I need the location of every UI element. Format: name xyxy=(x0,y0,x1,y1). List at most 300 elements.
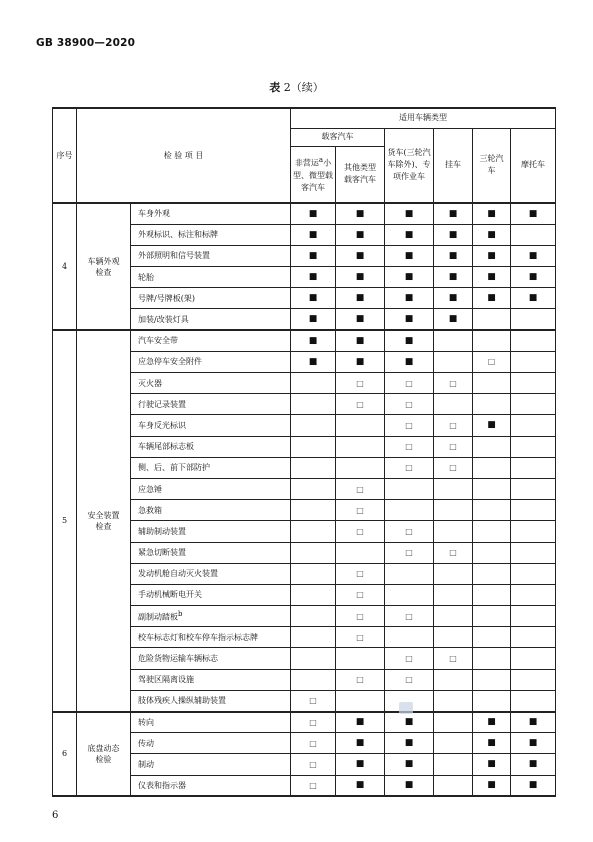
open-square-icon: □ xyxy=(405,654,413,664)
table-title xyxy=(0,79,593,95)
applicability-cell xyxy=(336,457,385,478)
applicability-cell xyxy=(434,669,473,690)
inspection-item xyxy=(131,436,291,457)
applicability-cell xyxy=(385,330,434,351)
applicability-cell xyxy=(434,267,473,288)
open-square-icon: □ xyxy=(309,780,317,790)
open-square-icon: □ xyxy=(449,420,457,430)
inspection-item xyxy=(131,669,291,690)
applicability-cell xyxy=(434,415,473,436)
col-header-trailer: 挂车 xyxy=(434,128,473,203)
inspection-item-label: 传动 xyxy=(138,738,154,748)
applicability-cell xyxy=(434,627,473,648)
applicability-cell xyxy=(336,606,385,627)
open-square-icon: □ xyxy=(356,399,364,409)
inspection-item xyxy=(131,373,291,394)
applicability-cell xyxy=(434,478,473,499)
filled-square-icon: ■ xyxy=(355,717,365,728)
applicability-cell xyxy=(473,373,511,394)
inspection-item xyxy=(131,224,291,245)
applicability-cell xyxy=(291,478,336,499)
open-square-icon: □ xyxy=(405,611,413,621)
filled-square-icon: ■ xyxy=(308,293,318,304)
applicability-cell xyxy=(473,394,511,415)
page-number: 6 xyxy=(52,810,59,821)
applicability-cell xyxy=(336,690,385,711)
applicability-cell xyxy=(336,627,385,648)
applicability-cell xyxy=(291,373,336,394)
applicability-cell xyxy=(473,224,511,245)
open-square-icon: □ xyxy=(405,378,413,388)
table-row xyxy=(53,330,556,351)
applicability-cell xyxy=(385,288,434,309)
applicability-cell xyxy=(336,415,385,436)
inspection-item xyxy=(131,712,291,733)
applicability-cell xyxy=(336,733,385,754)
inspection-item-label: 转向 xyxy=(138,717,154,727)
applicability-cell xyxy=(511,267,556,288)
filled-square-icon: ■ xyxy=(487,759,496,770)
filled-square-icon: ■ xyxy=(404,272,414,283)
applicability-cell xyxy=(473,478,511,499)
inspection-item xyxy=(131,351,291,372)
filled-square-icon: ■ xyxy=(528,250,538,261)
applicability-cell xyxy=(291,733,336,754)
standard-number: GB 38900—2020 xyxy=(36,37,136,49)
applicability-cell xyxy=(291,712,336,733)
applicability-cell xyxy=(385,563,434,584)
applicability-cell xyxy=(434,563,473,584)
filled-square-icon: ■ xyxy=(487,420,496,431)
applicability-cell xyxy=(434,203,473,224)
inspection-item-label: 车身外观 xyxy=(138,209,170,219)
applicability-cell xyxy=(511,500,556,521)
applicability-cell xyxy=(511,754,556,775)
applicability-cell xyxy=(385,351,434,372)
open-square-icon: □ xyxy=(356,675,364,685)
applicability-cell xyxy=(336,436,385,457)
applicability-cell xyxy=(291,500,336,521)
applicability-cell xyxy=(336,669,385,690)
inspection-item xyxy=(131,478,291,499)
filled-square-icon: ■ xyxy=(404,335,414,346)
applicability-cell xyxy=(385,436,434,457)
applicability-cell xyxy=(473,606,511,627)
applicability-cell xyxy=(291,309,336,330)
open-square-icon: □ xyxy=(356,526,364,536)
filled-square-icon: ■ xyxy=(308,314,318,325)
applicability-cell xyxy=(336,712,385,733)
filled-square-icon: ■ xyxy=(355,229,365,240)
applicability-cell xyxy=(336,563,385,584)
filled-square-icon: ■ xyxy=(487,272,496,283)
applicability-cell xyxy=(434,373,473,394)
open-square-icon: □ xyxy=(309,696,317,706)
applicability-cell xyxy=(511,436,556,457)
inspection-item-label: 加装/改装灯具 xyxy=(138,314,189,324)
applicability-cell xyxy=(291,542,336,563)
applicability-cell xyxy=(336,584,385,605)
applicability-cell xyxy=(336,203,385,224)
open-square-icon: □ xyxy=(405,675,413,685)
applicability-cell xyxy=(385,584,434,605)
applicability-cell xyxy=(434,245,473,266)
open-square-icon: □ xyxy=(356,611,364,621)
filled-square-icon: ■ xyxy=(448,208,458,219)
applicability-cell xyxy=(434,775,473,796)
filled-square-icon: ■ xyxy=(487,250,496,261)
applicability-cell xyxy=(385,267,434,288)
filled-square-icon: ■ xyxy=(528,293,538,304)
applicability-cell xyxy=(291,584,336,605)
filled-square-icon: ■ xyxy=(528,780,538,791)
inspection-item xyxy=(131,330,291,351)
applicability-cell xyxy=(336,288,385,309)
open-square-icon: □ xyxy=(405,399,413,409)
filled-square-icon: ■ xyxy=(355,356,365,367)
applicability-cell xyxy=(511,203,556,224)
applicability-cell xyxy=(434,288,473,309)
inspection-item xyxy=(131,521,291,542)
applicability-cell xyxy=(511,457,556,478)
open-square-icon: □ xyxy=(449,442,457,452)
applicability-cell xyxy=(434,542,473,563)
applicability-cell xyxy=(434,394,473,415)
inspection-item xyxy=(131,648,291,669)
filled-square-icon: ■ xyxy=(528,759,538,770)
inspection-item-label: 急救箱 xyxy=(138,505,162,515)
applicability-cell xyxy=(511,309,556,330)
applicability-cell xyxy=(291,754,336,775)
filled-square-icon: ■ xyxy=(404,314,414,325)
filled-square-icon: ■ xyxy=(404,780,414,791)
inspection-item xyxy=(131,267,291,288)
inspection-item xyxy=(131,288,291,309)
applicability-cell xyxy=(473,245,511,266)
filled-square-icon: ■ xyxy=(448,293,458,304)
applicability-cell xyxy=(511,288,556,309)
applicability-cell xyxy=(291,521,336,542)
applicability-cell xyxy=(434,224,473,245)
inspection-item xyxy=(131,457,291,478)
applicability-cell xyxy=(511,733,556,754)
inspection-item-label: 驾驶区隔离设施 xyxy=(138,675,194,685)
filled-square-icon: ■ xyxy=(448,272,458,283)
filled-square-icon: ■ xyxy=(404,229,414,240)
applicability-cell xyxy=(291,267,336,288)
open-square-icon: □ xyxy=(356,632,364,642)
inspection-table xyxy=(52,107,556,797)
applicability-cell xyxy=(473,415,511,436)
filled-square-icon: ■ xyxy=(487,208,496,219)
inspection-item xyxy=(131,627,291,648)
group-number: 5 xyxy=(53,330,77,711)
inspection-item xyxy=(131,584,291,605)
filled-square-icon: ■ xyxy=(308,229,318,240)
applicability-cell xyxy=(291,245,336,266)
applicability-cell xyxy=(291,457,336,478)
applicability-cell xyxy=(473,754,511,775)
inspection-item-label: 外部照明和信号装置 xyxy=(138,251,210,261)
applicability-cell xyxy=(473,627,511,648)
applicability-cell xyxy=(336,754,385,775)
applicability-cell xyxy=(385,754,434,775)
applicability-cell xyxy=(434,733,473,754)
applicability-cell xyxy=(473,457,511,478)
applicability-cell xyxy=(385,203,434,224)
inspection-item xyxy=(131,542,291,563)
applicability-cell xyxy=(291,563,336,584)
applicability-cell xyxy=(434,754,473,775)
applicability-cell xyxy=(336,521,385,542)
applicability-cell xyxy=(291,606,336,627)
filled-square-icon: ■ xyxy=(528,208,538,219)
inspection-item-label: 紧急切断装置 xyxy=(138,548,186,558)
applicability-cell xyxy=(385,775,434,796)
open-square-icon: □ xyxy=(405,442,413,452)
applicability-cell xyxy=(511,669,556,690)
applicability-cell xyxy=(291,394,336,415)
applicability-cell xyxy=(473,288,511,309)
open-square-icon: □ xyxy=(405,420,413,430)
inspection-item xyxy=(131,203,291,224)
filled-square-icon: ■ xyxy=(308,272,318,283)
filled-square-icon: ■ xyxy=(308,208,318,219)
applicability-cell xyxy=(385,415,434,436)
applicability-cell xyxy=(336,351,385,372)
applicability-cell xyxy=(385,478,434,499)
filled-square-icon: ■ xyxy=(355,335,365,346)
applicability-cell xyxy=(336,224,385,245)
applicability-cell xyxy=(385,500,434,521)
filled-square-icon: ■ xyxy=(355,250,365,261)
applicability-cell xyxy=(336,373,385,394)
col-header-small-passenger: 非营运$^a$小型、微型载客汽车 xyxy=(291,146,336,203)
table-row xyxy=(53,712,556,733)
inspection-item xyxy=(131,309,291,330)
applicability-cell xyxy=(385,224,434,245)
applicability-cell xyxy=(336,267,385,288)
inspection-item-label: 车辆尾部标志板 xyxy=(138,442,194,452)
open-square-icon: □ xyxy=(356,569,364,579)
applicability-cell xyxy=(291,648,336,669)
applicability-cell xyxy=(473,330,511,351)
applicability-cell xyxy=(511,330,556,351)
open-square-icon: □ xyxy=(309,759,317,769)
open-square-icon: □ xyxy=(309,738,317,748)
applicability-cell xyxy=(473,309,511,330)
inspection-item-label: 车身反光标识 xyxy=(138,420,186,430)
inspection-item xyxy=(131,690,291,711)
applicability-cell xyxy=(473,584,511,605)
applicability-cell xyxy=(434,712,473,733)
inspection-item xyxy=(131,415,291,436)
table-row xyxy=(53,203,556,224)
table-title-prefix: 表 xyxy=(269,81,281,94)
filled-square-icon: ■ xyxy=(355,208,365,219)
open-square-icon: □ xyxy=(449,378,457,388)
applicability-cell xyxy=(434,436,473,457)
applicability-cell xyxy=(385,394,434,415)
inspection-item-label: 外观标识、标注和标牌 xyxy=(138,230,218,240)
inspection-item-label: 应急停车安全附件 xyxy=(138,357,202,367)
applicability-cell xyxy=(291,224,336,245)
applicability-cell xyxy=(385,245,434,266)
applicability-cell xyxy=(434,690,473,711)
applicability-cell xyxy=(511,415,556,436)
col-header-tricycle: 三轮汽车 xyxy=(473,128,511,203)
applicability-cell xyxy=(511,584,556,605)
applicability-cell xyxy=(291,351,336,372)
filled-square-icon: ■ xyxy=(404,717,414,728)
col-header-truck: 货车(三轮汽车除外)、专项作业车 xyxy=(385,128,434,203)
applicability-cell xyxy=(473,669,511,690)
filled-square-icon: ■ xyxy=(404,356,414,367)
inspection-item xyxy=(131,500,291,521)
applicability-cell xyxy=(336,648,385,669)
applicability-cell xyxy=(511,245,556,266)
filled-square-icon: ■ xyxy=(355,314,365,325)
filled-square-icon: ■ xyxy=(355,293,365,304)
applicability-cell xyxy=(291,436,336,457)
inspection-item-label: 辅助制动装置 xyxy=(138,526,186,536)
open-square-icon: □ xyxy=(356,484,364,494)
inspection-item xyxy=(131,563,291,584)
inspection-item-label: 制动 xyxy=(138,759,154,769)
applicability-cell xyxy=(336,500,385,521)
filled-square-icon: ■ xyxy=(355,272,365,283)
inspection-item-label: 危险货物运输车辆标志 xyxy=(138,654,218,664)
applicability-cell xyxy=(385,373,434,394)
applicability-cell xyxy=(473,521,511,542)
applicability-cell xyxy=(473,648,511,669)
inspection-item-label: 发动机舱自动灭火装置 xyxy=(138,569,218,579)
applicability-cell xyxy=(385,627,434,648)
col-header-applicable: 适用车辆类型 xyxy=(291,108,556,128)
inspection-item-label: 副制动踏板 xyxy=(138,612,178,622)
filled-square-icon: ■ xyxy=(404,293,414,304)
applicability-cell xyxy=(291,775,336,796)
applicability-cell xyxy=(511,606,556,627)
filled-square-icon: ■ xyxy=(308,250,318,261)
filled-square-icon: ■ xyxy=(355,738,365,749)
inspection-item xyxy=(131,606,291,627)
inspection-item xyxy=(131,733,291,754)
watermark-stamp xyxy=(399,702,413,714)
applicability-cell xyxy=(511,627,556,648)
inspection-item xyxy=(131,775,291,796)
applicability-cell xyxy=(291,288,336,309)
applicability-cell xyxy=(291,690,336,711)
applicability-cell xyxy=(473,775,511,796)
open-square-icon: □ xyxy=(405,548,413,558)
group-number: 4 xyxy=(53,203,77,330)
applicability-cell xyxy=(511,394,556,415)
applicability-cell xyxy=(385,542,434,563)
filled-square-icon: ■ xyxy=(487,780,496,791)
applicability-cell xyxy=(385,733,434,754)
applicability-cell xyxy=(434,457,473,478)
applicability-cell xyxy=(385,648,434,669)
inspection-item-label: 侧、后、前下部防护 xyxy=(138,463,210,473)
inspection-item-label: 灭火器 xyxy=(138,378,162,388)
inspection-item-label: 汽车安全带 xyxy=(138,336,178,346)
filled-square-icon: ■ xyxy=(487,293,496,304)
inspection-item-label: 手动机械断电开关 xyxy=(138,590,202,600)
applicability-cell xyxy=(473,351,511,372)
filled-square-icon: ■ xyxy=(487,738,496,749)
inspection-item-label: 应急锤 xyxy=(138,484,162,494)
applicability-cell xyxy=(434,330,473,351)
open-square-icon: □ xyxy=(449,654,457,664)
applicability-cell xyxy=(511,712,556,733)
group-name: 车辆外观检查 xyxy=(77,203,131,330)
filled-square-icon: ■ xyxy=(404,208,414,219)
inspection-item-label: 轮胎 xyxy=(138,272,154,282)
filled-square-icon: ■ xyxy=(308,335,318,346)
inspection-item-label: 肢体残疾人操纵辅助装置 xyxy=(138,696,226,706)
open-square-icon: □ xyxy=(449,463,457,473)
applicability-cell xyxy=(336,245,385,266)
inspection-item xyxy=(131,754,291,775)
applicability-cell xyxy=(473,436,511,457)
applicability-cell xyxy=(336,394,385,415)
applicability-cell xyxy=(511,351,556,372)
applicability-cell xyxy=(511,224,556,245)
applicability-cell xyxy=(473,267,511,288)
applicability-cell xyxy=(291,669,336,690)
open-square-icon: □ xyxy=(449,548,457,558)
applicability-cell xyxy=(291,203,336,224)
inspection-item-label: 校车标志灯和校车停车指示标志牌 xyxy=(138,632,258,642)
filled-square-icon: ■ xyxy=(448,229,458,240)
applicability-cell xyxy=(473,203,511,224)
applicability-cell xyxy=(473,733,511,754)
applicability-cell xyxy=(473,500,511,521)
applicability-cell xyxy=(291,415,336,436)
applicability-cell xyxy=(385,606,434,627)
applicability-cell xyxy=(291,330,336,351)
open-square-icon: □ xyxy=(487,357,496,367)
filled-square-icon: ■ xyxy=(528,272,538,283)
filled-square-icon: ■ xyxy=(404,250,414,261)
inspection-item xyxy=(131,394,291,415)
col-header-other-passenger: 其他类型载客汽车 xyxy=(336,146,385,203)
filled-square-icon: ■ xyxy=(528,738,538,749)
applicability-cell xyxy=(434,309,473,330)
open-square-icon: □ xyxy=(356,378,364,388)
applicability-cell xyxy=(336,330,385,351)
applicability-cell xyxy=(511,775,556,796)
filled-square-icon: ■ xyxy=(404,738,414,749)
filled-square-icon: ■ xyxy=(355,780,365,791)
applicability-cell xyxy=(511,478,556,499)
applicability-cell xyxy=(291,627,336,648)
applicability-cell xyxy=(511,521,556,542)
applicability-cell xyxy=(434,648,473,669)
open-square-icon: □ xyxy=(356,590,364,600)
applicability-cell xyxy=(336,478,385,499)
filled-square-icon: ■ xyxy=(487,717,496,728)
filled-square-icon: ■ xyxy=(528,717,538,728)
col-header-seq: 序号 xyxy=(53,108,77,203)
group-name: 底盘动态检验 xyxy=(77,712,131,797)
applicability-cell xyxy=(336,309,385,330)
applicability-cell xyxy=(511,648,556,669)
inspection-item-label: 仪表和指示器 xyxy=(138,780,186,790)
applicability-cell xyxy=(511,563,556,584)
col-header-motorcycle: 摩托车 xyxy=(511,128,556,203)
